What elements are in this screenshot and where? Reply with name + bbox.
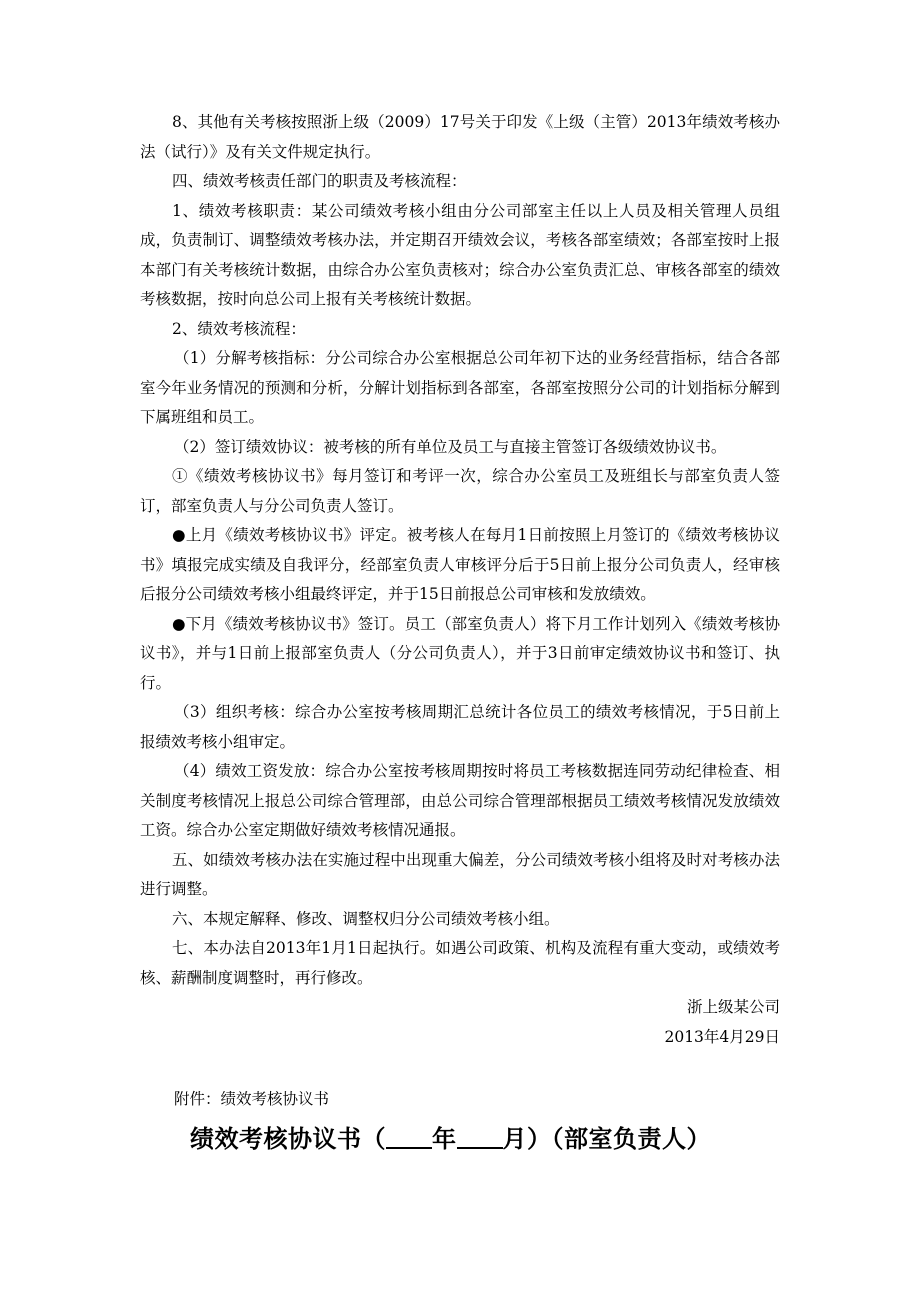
section-5: 五、如绩效考核办法在实施过程中出现重大偏差，分公司绩效考核小组将及时对考核办法进行调整。 <box>140 850 780 898</box>
attachment-label: 附件：绩效考核协议书 <box>174 1090 330 1108</box>
section-4-heading: 四、绩效考核责任部门的职责及考核流程： <box>172 172 467 190</box>
signature-company: 浙上级某公司 <box>686 998 780 1016</box>
paragraph-step-4: （4）绩效工资发放：综合办公室按考核周期按时将员工考核数据连同劳动纪律检查、相关制度考核情况上报总公司综合管理部，由总公司综合管理部根据员工绩效考核情况发放绩效工资。综合办公室定期做好绩效考核情况通报。 <box>140 762 780 839</box>
year-blank <box>386 1125 432 1149</box>
paragraph-8: 8、其他有关考核按照浙上级（2009）17号关于印发《上级（主管）2013年绩效考核办法（试行）》及有关文件规定执行。 <box>140 113 780 161</box>
paragraph-duties: 1、绩效考核职责：某公司绩效考核小组由分公司部室主任以上人员及相关管理人员组成，负责制订、调整绩效考核办法，并定期召开绩效会议，考核各部室绩效；各部室按时上报本部门有关考核统计数据，由综合办公室负责核对；综合办公室负责汇总、审核各部室的绩效考核数据，按时向总公司上报有关考核统计数据。 <box>140 201 780 308</box>
paragraph-next-month: ●下月《绩效考核协议书》签订。员工（部室负责人）将下月工作计划列入《绩效考核协议书》，并与1日前上报部室负责人（分公司负责人），并于3日前审定绩效协议书和签订、执行。 <box>140 614 780 692</box>
title-prefix: 绩效考核协议书（ <box>190 1124 386 1153</box>
section-7: 七、本办法自2013年1月1日起执行。如遇公司政策、机构及流程有重大变动，或绩效考核、薪酬制度调整时，再行修改。 <box>140 939 780 987</box>
section-6: 六、本规定解释、修改、调整权归分公司绩效考核小组。 <box>172 909 560 928</box>
document-body <box>140 108 780 1052</box>
paragraph-step-3: （3）组织考核：综合办公室按考核周期汇总统计各位员工的绩效考核情况，于5日前上报绩效考核小组审定。 <box>140 703 780 751</box>
agreement-title <box>190 1122 790 1156</box>
paragraph-last-month: ●上月《绩效考核协议书》评定。被考核人在每月1日前按照上月签订的《绩效考核协议书》填报完成实绩及自我评分，经部室负责人审核评分后于5日前上报分公司负责人，经审核后报分公司绩效考核小组最终评定，并于15日前报总公司审核和发放绩效。 <box>140 526 780 603</box>
signature-date: 2013年4月29日 <box>664 1027 780 1046</box>
month-blank <box>457 1125 503 1149</box>
title-year: 年 <box>432 1124 457 1153</box>
title-month: 月）（部室负责人） <box>502 1124 711 1153</box>
paragraph-process-heading: 2、绩效考核流程： <box>172 319 306 338</box>
paragraph-step-1: （1）分解考核指标：分公司综合办公室根据总公司年初下达的业务经营指标，结合各部室今年业务情况的预测和分析，分解计划指标到各部室，各部室按照分公司的计划指标分解到下属班组和员工。 <box>140 349 780 426</box>
paragraph-step-2-detail: ①《绩效考核协议书》每月签订和考评一次，综合办公室员工及班组长与部室负责人签订，部室负责人与分公司负责人签订。 <box>140 467 780 515</box>
paragraph-step-2: （2）签订绩效协议：被考核的所有单位及员工与直接主管签订各级绩效协议书。 <box>174 437 727 456</box>
